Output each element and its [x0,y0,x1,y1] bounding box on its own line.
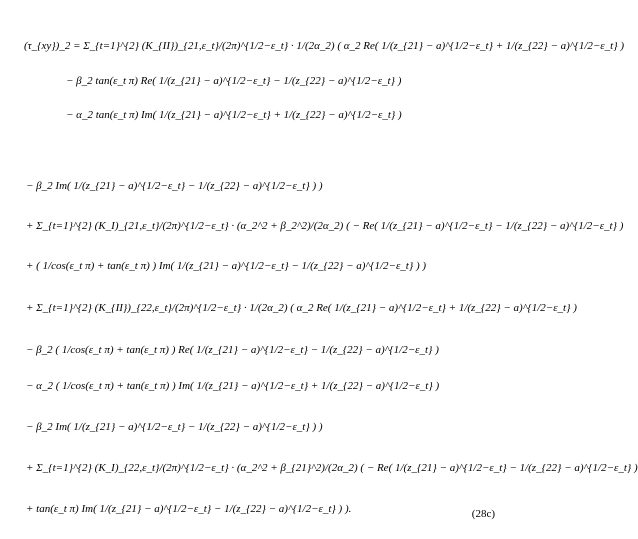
equation-text: + tan(ε_t π) Im( 1/(z_{21} − a)^{1/2−ε_t} − 1/(z_{22} − a)^{1/2−ε_t} ) ). [26,503,352,515]
equation-line-12 [26,503,351,515]
equation-text: − β_2 Im( 1/(z_{21} − a)^{1/2−ε_t} − 1/(z_{22} − a)^{1/2−ε_t} ) ) [26,180,323,192]
equation-line-1 [24,40,624,52]
equation-line-6 [26,260,426,272]
equation-text: + ( 1/cos(ε_t π) + tan(ε_t π) ) Im( 1/(z_{21} − a)^{1/2−ε_t} − 1/(z_{22} − a)^{1/2−ε_t} ) ) [26,260,427,272]
equation-text: − α_2 ( 1/cos(ε_t π) + tan(ε_t π) ) Im( 1/(z_{21} − a)^{1/2−ε_t} + 1/(z_{22} − a)^{1/2−ε_t} ) [26,380,440,392]
equation-line-5 [26,220,623,232]
equation-line-10 [26,421,323,433]
equation-text: − β_2 Im( 1/(z_{21} − a)^{1/2−ε_t} − 1/(z_{22} − a)^{1/2−ε_t} ) ) [26,421,323,433]
equation-text: − α_2 tan(ε_t π) Im( 1/(z_{21} − a)^{1/2−ε_t} + 1/(z_{22} − a)^{1/2−ε_t} ) [66,109,402,121]
equation-line-3 [66,109,402,121]
equation-number: (28c) [471,508,495,520]
equation-text: − β_2 ( 1/cos(ε_t π) + tan(ε_t π) ) Re( 1/(z_{21} − a)^{1/2−ε_t} − 1/(z_{22} − a)^{1/2−ε_t} ) [26,344,439,356]
equation-line-8 [26,344,439,356]
equation-text: + Σ_{t=1}^{2} (K_{II})_{22,ε_t}/(2π)^{1/2−ε_t} · 1/(2α_2) ( α_2 Re( 1/(z_{21} − a)^{1/2−ε_t} + 1/(z_{22} − a)^{1/2−ε_t} ) [26,302,577,314]
equation-line-2 [66,75,401,87]
equation-text: (τ_{xy})_2 = Σ_{t=1}^{2} (K_{II})_{21,ε_t}/(2π)^{1/2−ε_t} · 1/(2α_2) ( α_2 Re( 1/(z_{21} − a)^{1/2−ε_t} + 1/(z_{22} − a)^{1/2−ε_t} ) [24,40,625,52]
equation-text: + Σ_{t=1}^{2} (K_I)_{22,ε_t}/(2π)^{1/2−ε_t} · (α_2^2 + β_{21}^2)/(2α_2) ( − Re( 1/(z_{21} − a)^{1/2−ε_t} − 1/(z_{22} − a)^{1/2−ε_t} ) [26,462,638,474]
equation-line-9 [26,380,439,392]
equation-line-11 [26,462,638,474]
equation-text: − β_2 tan(ε_t π) Re( 1/(z_{21} − a)^{1/2−ε_t} − 1/(z_{22} − a)^{1/2−ε_t} ) [66,75,402,87]
equation-line-7 [26,302,577,314]
equation-text: + Σ_{t=1}^{2} (K_I)_{21,ε_t}/(2π)^{1/2−ε_t} · (α_2^2 + β_2^2)/(2α_2) ( − Re( 1/(z_{21} − a)^{1/2−ε_t} − 1/(z_{22} − a)^{1/2−ε_t} ) [26,220,624,232]
equation-line-4 [26,180,323,192]
